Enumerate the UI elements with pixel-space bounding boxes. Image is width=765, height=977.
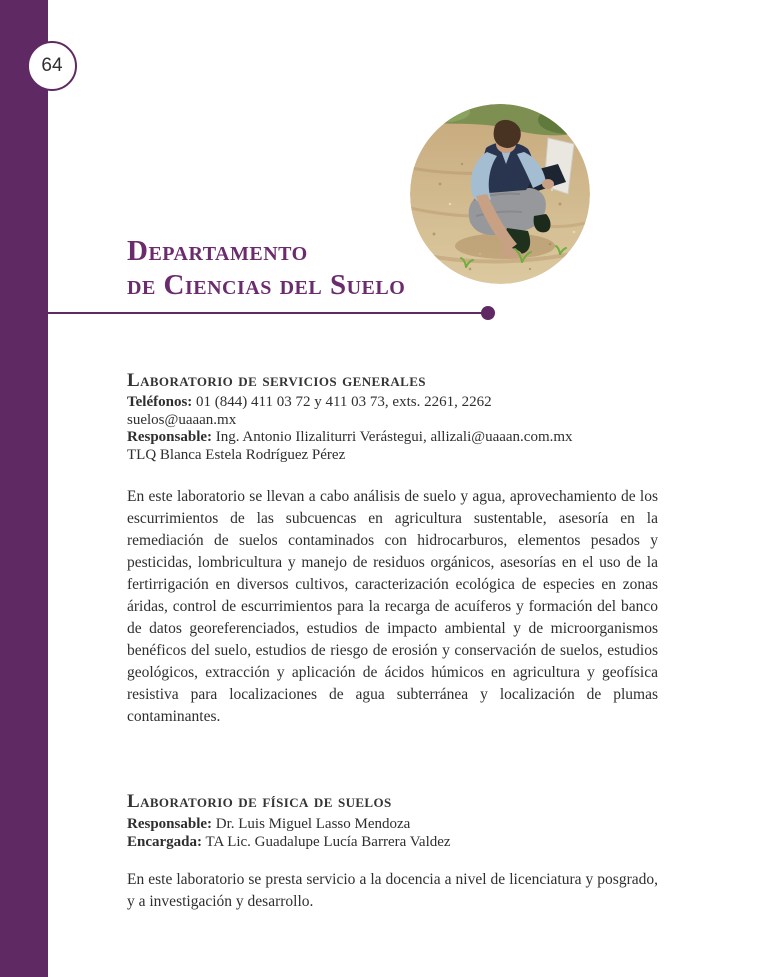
researcher-field-photo (410, 104, 590, 284)
email-line (127, 412, 658, 430)
title-rule (48, 312, 488, 314)
encargada-label: Encargada: (127, 833, 202, 850)
page-title (127, 234, 405, 302)
email-value: suelos@uaaan.mx (127, 411, 237, 428)
responsible-line-2 (127, 816, 658, 834)
left-accent-bar (0, 0, 48, 977)
section-heading-fisica-de-suelos: Laboratorio de física de suelos (127, 791, 392, 812)
encargada-line (127, 834, 658, 852)
page-title-line1: Departamento (127, 235, 308, 267)
section-heading-servicios-generales: Laboratorio de servicios generales (127, 370, 426, 391)
phone-label: Teléfonos: (127, 394, 193, 410)
encargada-value: TA Lic. Guadalupe Lucía Barrera Valdez (202, 833, 451, 850)
section1-contact-info (127, 394, 658, 464)
title-rule-dot (481, 306, 495, 320)
section2-contact-info (127, 816, 658, 851)
responsible-label-2: Responsable: (127, 816, 213, 832)
responsible-label: Responsable: (127, 429, 213, 445)
tlq-value: TLQ Blanca Estela Rodríguez Pérez (127, 446, 346, 463)
responsible-line (127, 429, 658, 447)
page-title-line2: de Ciencias del Suelo (127, 269, 406, 301)
page-number-badge (27, 41, 77, 91)
phone-line (127, 394, 658, 412)
tlq-line (127, 447, 658, 465)
page-number: 64 (41, 55, 63, 76)
section1-description-paragraph: En este laboratorio se llevan a cabo análisis de suelo y agua, aprovechamiento de los escurrimientos de las subcuencas en agricultura sustentable, asesoría en la remediación de suelos contaminados con hidrocarburos, elementos pesados y pesticidas, lombricultura y manejo de residuos orgánicos, asesorías en el uso de la fertirrigación en diversos cultivos, caracterización ecológica de especies en zonas áridas, control de escurrimientos para la recarga de acuíferos y formación del banco de datos georeferenciados, estudios de impacto ambiental y de microorganismos benéficos del suelo, estudios de riesgo de erosión y conservación de suelos, estudios geológicos, extracción y aplicación de ácidos húmicos en agricultura y geofísica resistiva para localizaciones de agua subterránea y localización de plumas contaminantes. (127, 488, 658, 725)
researcher-in-field-photo-icon (410, 104, 590, 284)
section2-description-paragraph: En este laboratorio se presta servicio a la docencia a nivel de licenciatura y posgrado, y a investigación y desarrollo. (127, 871, 658, 910)
responsible-value: Ing. Antonio Ilizaliturri Verástegui, allizali@uaaan.com.mx (212, 429, 573, 445)
responsible-value-2: Dr. Luis Miguel Lasso Mendoza (212, 816, 411, 832)
phone-value: 01 (844) 411 03 72 y 411 03 73, exts. 2261, 2262 (192, 394, 492, 410)
